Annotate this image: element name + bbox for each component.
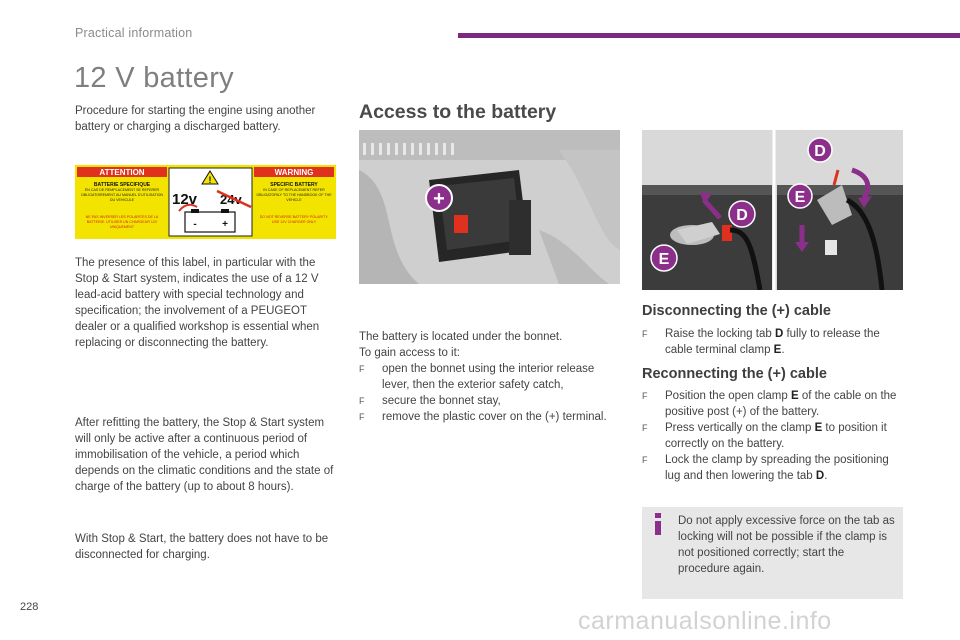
label-fr-body: EN CAS DE REMPLACEMENT SE REFERER OBLIGATOIREMENT AU MANUEL D'UTILISATION DU VEHICULE [81, 188, 163, 202]
access-instructions [359, 329, 624, 425]
list-item: F Lock the clamp by spreading the positioning lug and then lowering the tab D. [642, 454, 889, 482]
label-fr-foot: NE PAS INVERSER LES POLARITES DE LA BATTERIE. UTILISER UN CHARGEUR 12V UNIQUEMENT [85, 215, 159, 229]
label-plus: + [222, 219, 228, 230]
bullet-icon: F [359, 412, 365, 422]
disconnect-title: Disconnecting the (+) cable [642, 303, 831, 319]
refitting-note: After refitting the battery, the Stop & Start system will only be active after a continuous period of immobilisation of the vehicle, a period which depends on the climatic conditions and the state of charge of the battery (up to about 8 hours). [75, 417, 334, 493]
clamp-photo [642, 130, 903, 290]
bullet-icon: F [642, 423, 648, 433]
info-note-text: Do not apply excessive force on the tab as locking will not be possible if the clamp is not positioned correctly; start the procedure again. [678, 515, 895, 575]
list-item: F Raise the locking tab D fully to release the cable terminal clamp E. [642, 328, 880, 356]
list-item: F open the bonnet using the interior release lever, then the exterior safety catch, [359, 363, 595, 391]
clamp-label-e-right: E [794, 189, 806, 206]
watermark: carmanualsonline.info [578, 607, 832, 635]
clamp-label-d-left: D [736, 207, 748, 224]
bullet-icon: F [359, 396, 365, 406]
disconnect-steps [642, 326, 904, 358]
access-steps [359, 361, 624, 425]
reconnect-steps [642, 388, 904, 484]
label-en-foot: DO NOT REVERSE BATTERY POLARITY. USE 12V CHARGER ONLY [259, 215, 329, 224]
clamp-label-e-left: E [658, 251, 670, 268]
plus-terminal-symbol: + [433, 188, 445, 210]
page-number: 228 [20, 601, 39, 613]
label-fr-head: BATTERIE SPECIFIQUE [93, 182, 151, 188]
intro-text: Procedure for starting the engine using another battery or charging a discharged battery. [75, 105, 316, 133]
page-title: 12 V battery [74, 62, 234, 94]
battery-warning-label-image [75, 165, 336, 239]
access-line-1: The battery is located under the bonnet. [359, 331, 563, 343]
bullet-icon: F [642, 391, 648, 401]
charging-note: With Stop & Start, the battery does not have to be disconnected for charging. [75, 533, 329, 561]
list-item: F Press vertically on the clamp E to position it correctly on the battery. [642, 422, 887, 450]
bullet-icon: F [642, 455, 648, 465]
bullet-icon: F [359, 364, 365, 374]
label-warning: WARNING [274, 168, 314, 177]
label-minus: - [193, 219, 197, 230]
header-rule [458, 33, 960, 38]
label-en-body: IN CASE OF REPLACEMENT REFER OBLIGATORILY TO THE HANDBOOK OF THE VEHICLE [256, 188, 332, 202]
access-title: Access to the battery [359, 101, 557, 123]
list-item: F Position the open clamp E of the cable on the positive post (+) of the battery. [642, 390, 897, 418]
label-12v: 12v [172, 191, 198, 208]
battery-location-photo [359, 130, 620, 284]
reconnect-title: Reconnecting the (+) cable [642, 366, 827, 382]
info-icon [652, 513, 664, 535]
label-attention: ATTENTION [99, 168, 145, 177]
clamp-label-d-right: D [814, 143, 826, 160]
label-24v: 24v [220, 192, 242, 207]
svg-text:!: ! [208, 175, 212, 185]
label-explanation: The presence of this label, in particular with the Stop & Start system, indicates the use of a 12 V lead-acid battery with special technology and specification; the involvement of a PEUGEOT dealer or a qualified workshop is essential when replacing or disconnecting the battery. [75, 257, 320, 349]
label-en-head: SPECIFIC BATTERY [270, 182, 318, 188]
list-item: F remove the plastic cover on the (+) terminal. [359, 411, 607, 423]
bullet-icon: F [642, 329, 648, 339]
section-label: Practical information [75, 26, 193, 40]
access-line-2: To gain access to it: [359, 347, 460, 359]
list-item: F secure the bonnet stay, [359, 395, 501, 407]
